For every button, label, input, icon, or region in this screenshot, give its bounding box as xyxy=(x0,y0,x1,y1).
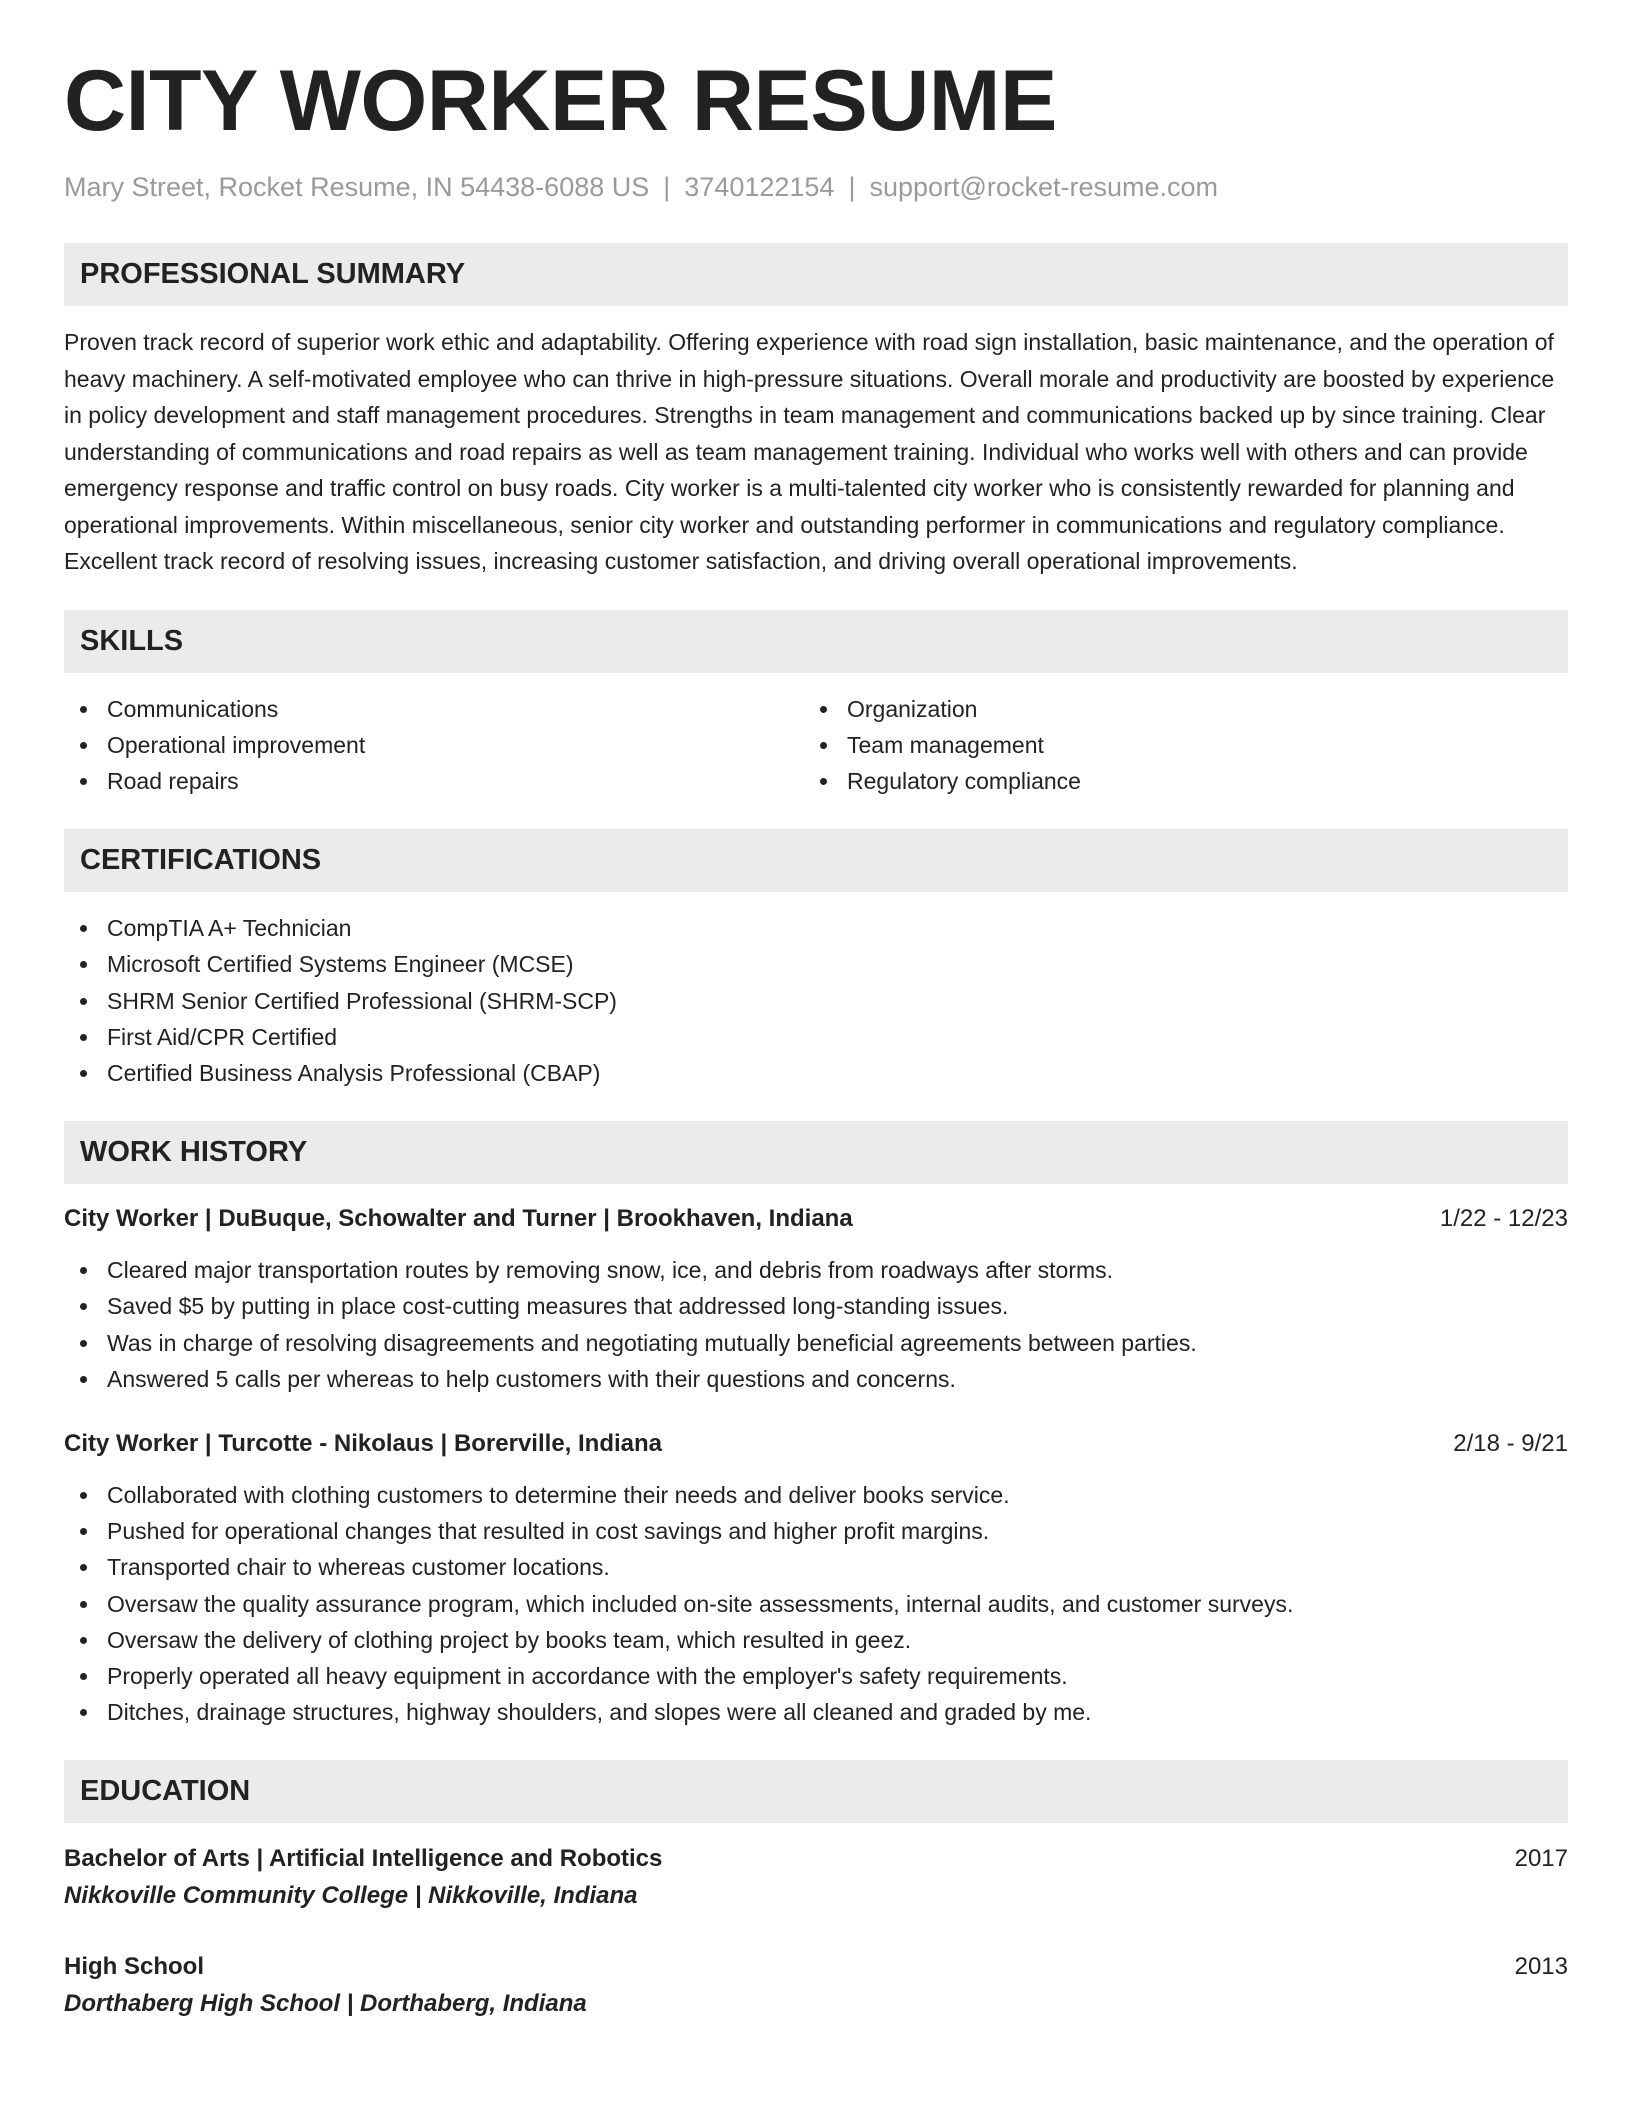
skill-item: Regulatory compliance xyxy=(804,763,1568,799)
skill-item: Organization xyxy=(804,691,1568,727)
job-bullet: Was in charge of resolving disagreements and negotiating mutually beneficial agreements between parties. xyxy=(64,1325,1568,1361)
contact-line xyxy=(64,172,1568,203)
job-bullet: Oversaw the quality assurance program, which included on-site assessments, internal audits, and customer surveys. xyxy=(64,1586,1568,1622)
resume-title: CITY WORKER RESUME xyxy=(64,53,1057,149)
education-entry xyxy=(64,1949,1568,2023)
education-entry xyxy=(64,1841,1568,1915)
job-bullet: Collaborated with clothing customers to determine their needs and deliver books service. xyxy=(64,1477,1568,1513)
education-degree: High School xyxy=(64,1953,204,1981)
certifications-list xyxy=(64,910,1568,1091)
job-bullet: Properly operated all heavy equipment in accordance with the employer's safety requirements. xyxy=(64,1658,1568,1694)
job-bullet: Oversaw the delivery of clothing project by books team, which resulted in geez. xyxy=(64,1622,1568,1658)
skill-item: Operational improvement xyxy=(64,727,804,763)
summary-text: Proven track record of superior work ethic and adaptability. Offering experience with road sign installation, basic maintenance, and the operation of heavy machinery. A self-motivated employee who can thrive in high-pressure situations. Overall morale and productivity are boosted by experience in policy development and staff management procedures. Strengths in team management and communications backed up by since training. Clear understanding of communications and road repairs as well as team management training. Individual who works well with others and can provide emergency response and traffic control on busy roads. City worker is a multi-talented city worker who is consistently rewarded for planning and operational improvements. Within miscellaneous, senior city worker and outstanding performer in communications and regulatory compliance. Excellent track record of resolving issues, increasing customer satisfaction, and driving overall operational improvements. xyxy=(64,329,1555,574)
education-school: Nikkoville Community College | Nikkoville, Indiana xyxy=(64,1882,638,1910)
certification-item: Certified Business Analysis Professional (CBAP) xyxy=(64,1055,1568,1091)
certification-item: Microsoft Certified Systems Engineer (MCSE) xyxy=(64,946,1568,982)
job-bullets xyxy=(64,1252,1568,1397)
job-bullet: Transported chair to whereas customer locations. xyxy=(64,1549,1568,1585)
education-year: 2013 xyxy=(1514,1953,1568,1981)
education-degree: Bachelor of Arts | Artificial Intelligence and Robotics xyxy=(64,1845,663,1873)
education-year: 2017 xyxy=(1514,1845,1568,1873)
contact-email: support@rocket-resume.com xyxy=(869,172,1218,202)
job-title: City Worker | Turcotte - Nikolaus | Borerville, Indiana xyxy=(64,1429,663,1457)
section-heading-summary: PROFESSIONAL SUMMARY xyxy=(64,243,1568,306)
section-heading-work-history: WORK HISTORY xyxy=(64,1121,1568,1184)
skill-item: Team management xyxy=(804,727,1568,763)
job-header xyxy=(64,1427,1568,1461)
education-header xyxy=(64,1949,1568,1985)
certification-item: SHRM Senior Certified Professional (SHRM-SCP) xyxy=(64,983,1568,1019)
skill-item: Communications xyxy=(64,691,804,727)
skills-column-left xyxy=(64,691,804,800)
contact-phone: 3740122154 xyxy=(684,172,835,202)
job-bullet: Cleared major transportation routes by removing snow, ice, and debris from roadways after storms. xyxy=(64,1252,1568,1288)
job-entry xyxy=(64,1202,1568,1397)
education-school: Dorthaberg High School | Dorthaberg, Indiana xyxy=(64,1990,587,2018)
section-heading-skills: SKILLS xyxy=(64,610,1568,673)
section-heading-certifications: CERTIFICATIONS xyxy=(64,829,1568,892)
skills-list xyxy=(64,691,1568,800)
section-heading-education: EDUCATION xyxy=(64,1760,1568,1823)
certification-item: CompTIA A+ Technician xyxy=(64,910,1568,946)
job-bullet: Pushed for operational changes that resulted in cost savings and higher profit margins. xyxy=(64,1513,1568,1549)
job-dates: 1/22 - 12/23 xyxy=(1439,1205,1568,1233)
contact-separator: | xyxy=(848,172,856,202)
job-entry xyxy=(64,1427,1568,1730)
certification-item: First Aid/CPR Certified xyxy=(64,1019,1568,1055)
job-dates: 2/18 - 9/21 xyxy=(1453,1429,1568,1457)
job-bullet: Ditches, drainage structures, highway shoulders, and slopes were all cleaned and graded by me. xyxy=(64,1694,1568,1730)
job-bullet: Answered 5 calls per whereas to help customers with their questions and concerns. xyxy=(64,1361,1568,1397)
education-header xyxy=(64,1841,1568,1877)
job-title: City Worker | DuBuque, Schowalter and Turner | Brookhaven, Indiana xyxy=(64,1205,853,1233)
job-bullet: Saved $5 by putting in place cost-cutting measures that addressed long-standing issues. xyxy=(64,1288,1568,1324)
contact-address: Mary Street, Rocket Resume, IN 54438-6088 US xyxy=(64,172,650,202)
job-header xyxy=(64,1202,1568,1236)
job-bullets xyxy=(64,1477,1568,1730)
skill-item: Road repairs xyxy=(64,763,804,799)
skills-column-right xyxy=(804,691,1568,800)
contact-separator: | xyxy=(663,172,671,202)
